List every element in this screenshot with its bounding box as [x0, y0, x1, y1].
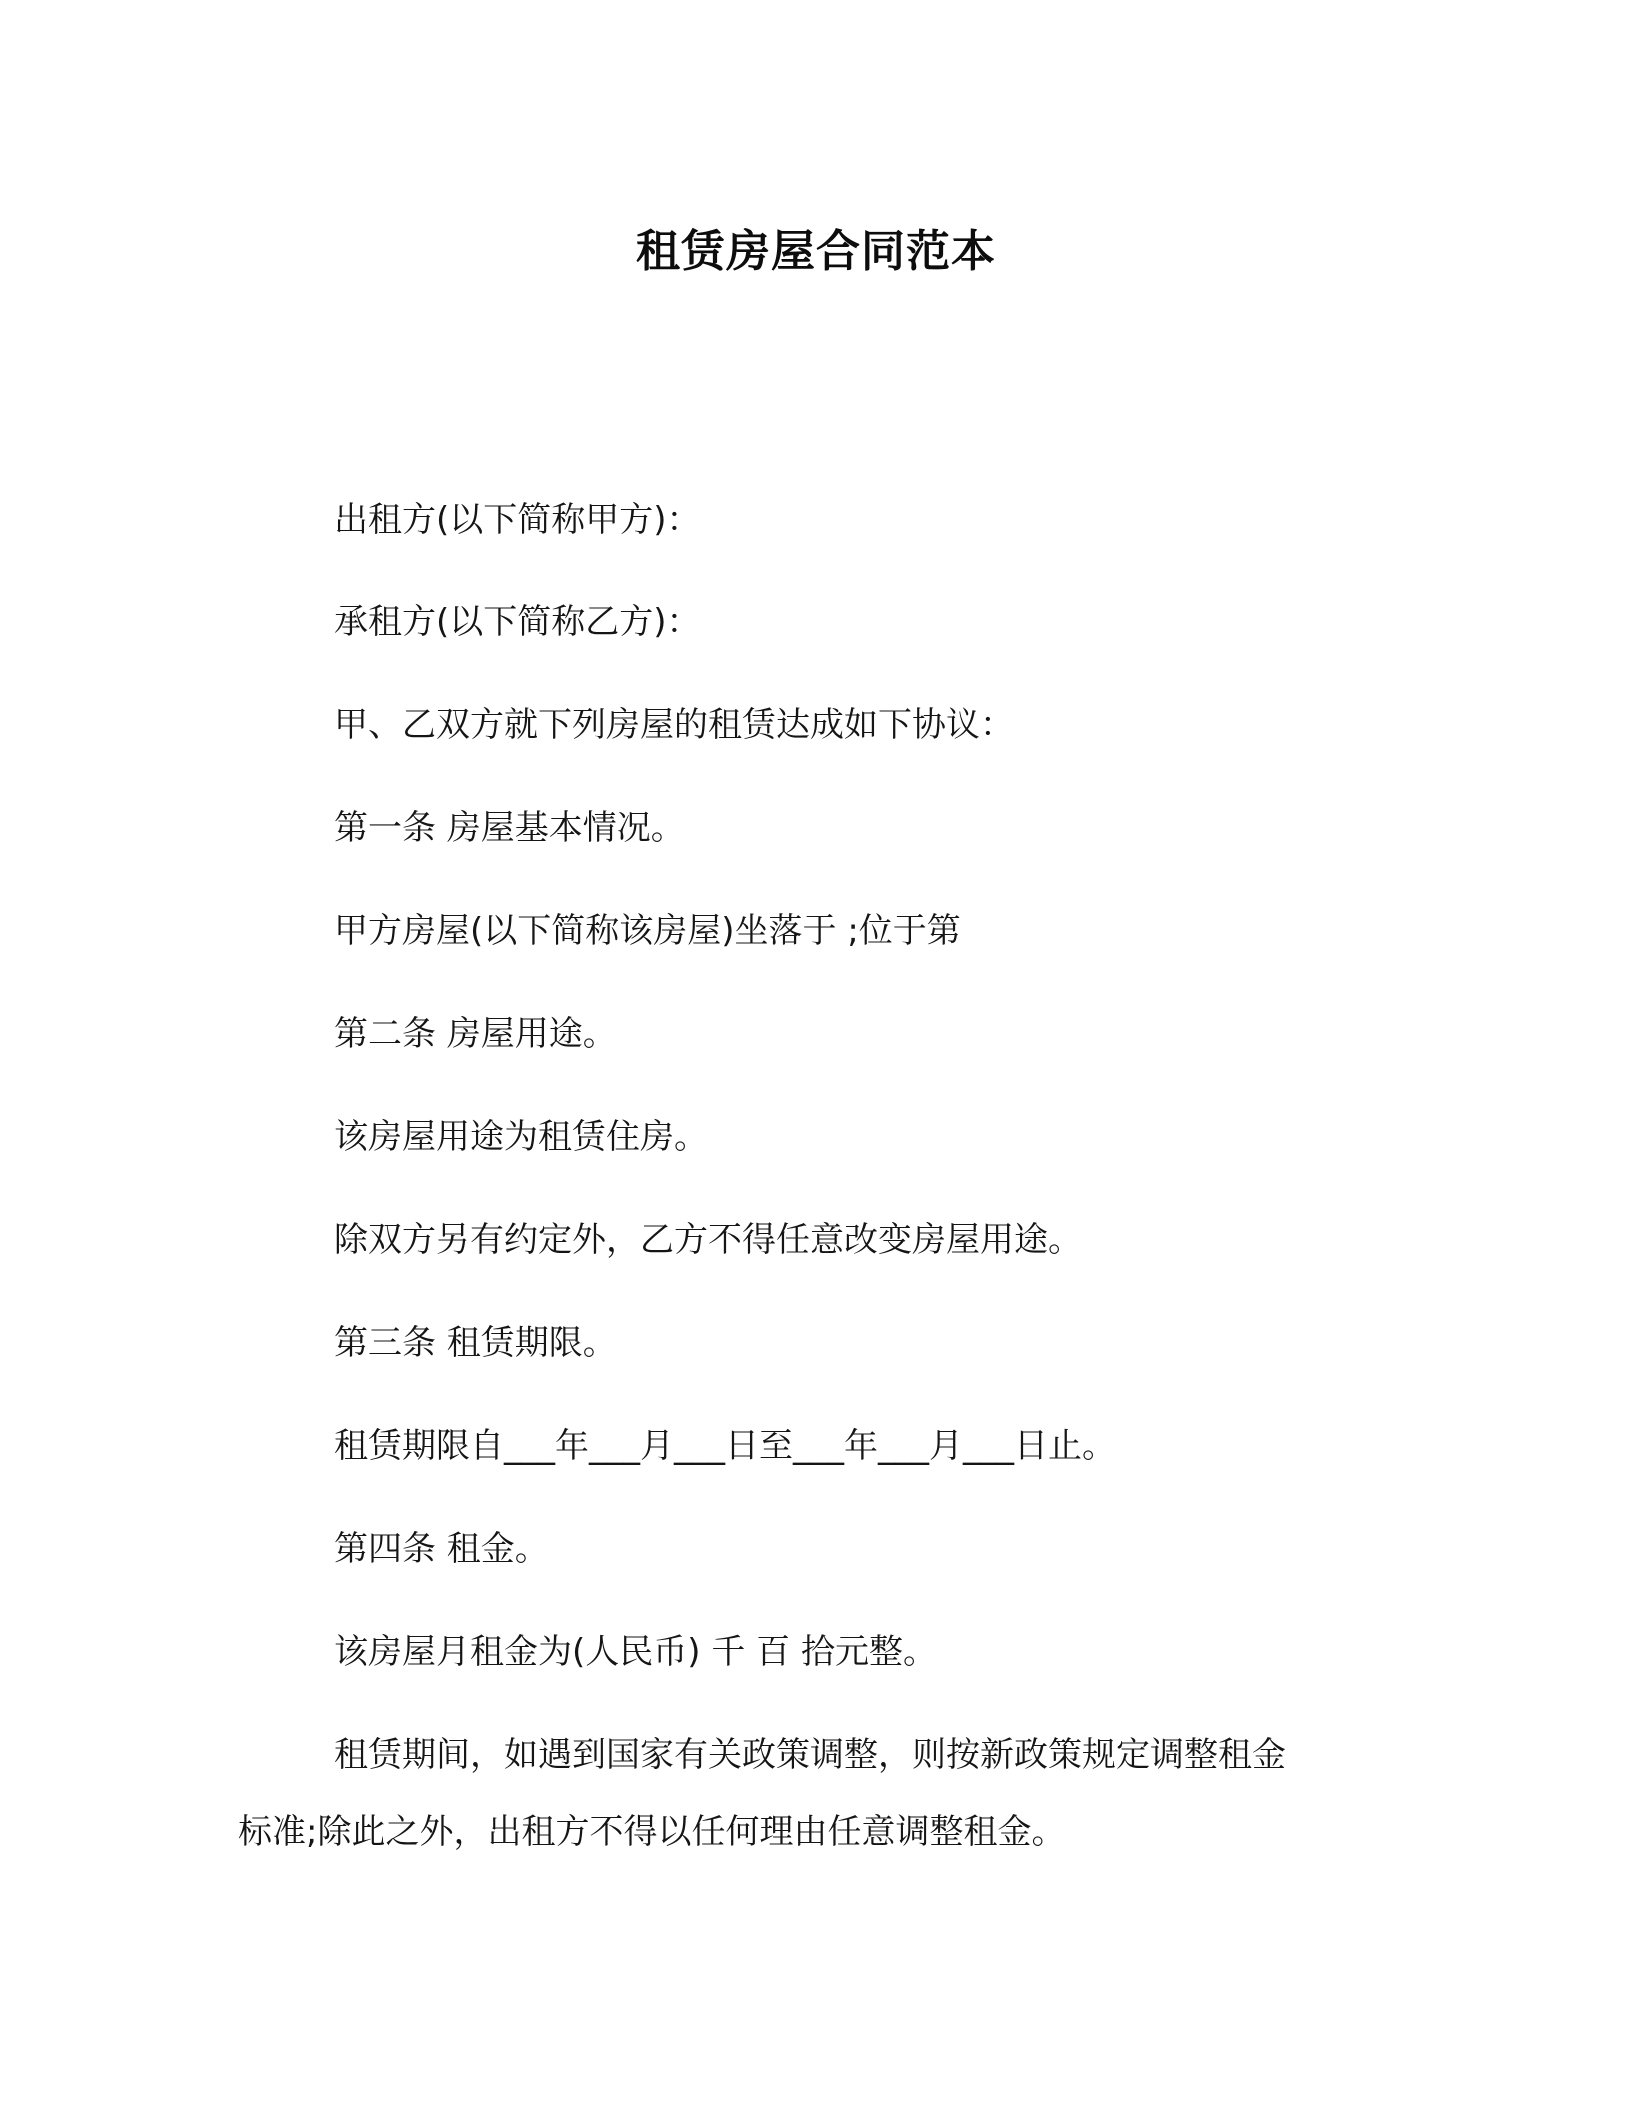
- article-4-adjustment-line-1: 租赁期间，如遇到国家有关政策调整，则按新政策规定调整租金: [334, 1735, 1286, 1775]
- article-4-rent: 该房屋月租金为(人民币) 千 百 拾元整。: [334, 1632, 937, 1672]
- page-title: 租赁房屋合同范本: [636, 226, 996, 277]
- lessor-line: 出租方(以下简称甲方)：: [334, 500, 701, 540]
- article-3-text: 租赁期限自___年___月___日至___年___月___日止。: [334, 1426, 1116, 1466]
- article-2-heading: 第二条 房屋用途。: [334, 1014, 617, 1054]
- article-1-heading: 第一条 房屋基本情况。: [334, 808, 685, 848]
- article-1-text: 甲方房屋(以下简称该房屋)坐落于 ;位于第: [334, 911, 961, 951]
- lessee-line: 承租方(以下简称乙方)：: [334, 602, 701, 642]
- article-3-heading: 第三条 租赁期限。: [334, 1323, 617, 1363]
- agreement-intro: 甲、乙双方就下列房屋的租赁达成如下协议：: [334, 705, 1014, 745]
- article-4-adjustment-line-2: 标准;除此之外，出租方不得以任何理由任意调整租金。: [238, 1812, 1066, 1852]
- article-2-text: 该房屋用途为租赁住房。: [334, 1117, 708, 1157]
- article-2-restriction: 除双方另有约定外，乙方不得任意改变房屋用途。: [334, 1220, 1082, 1260]
- article-4-heading: 第四条 租金。: [334, 1529, 549, 1569]
